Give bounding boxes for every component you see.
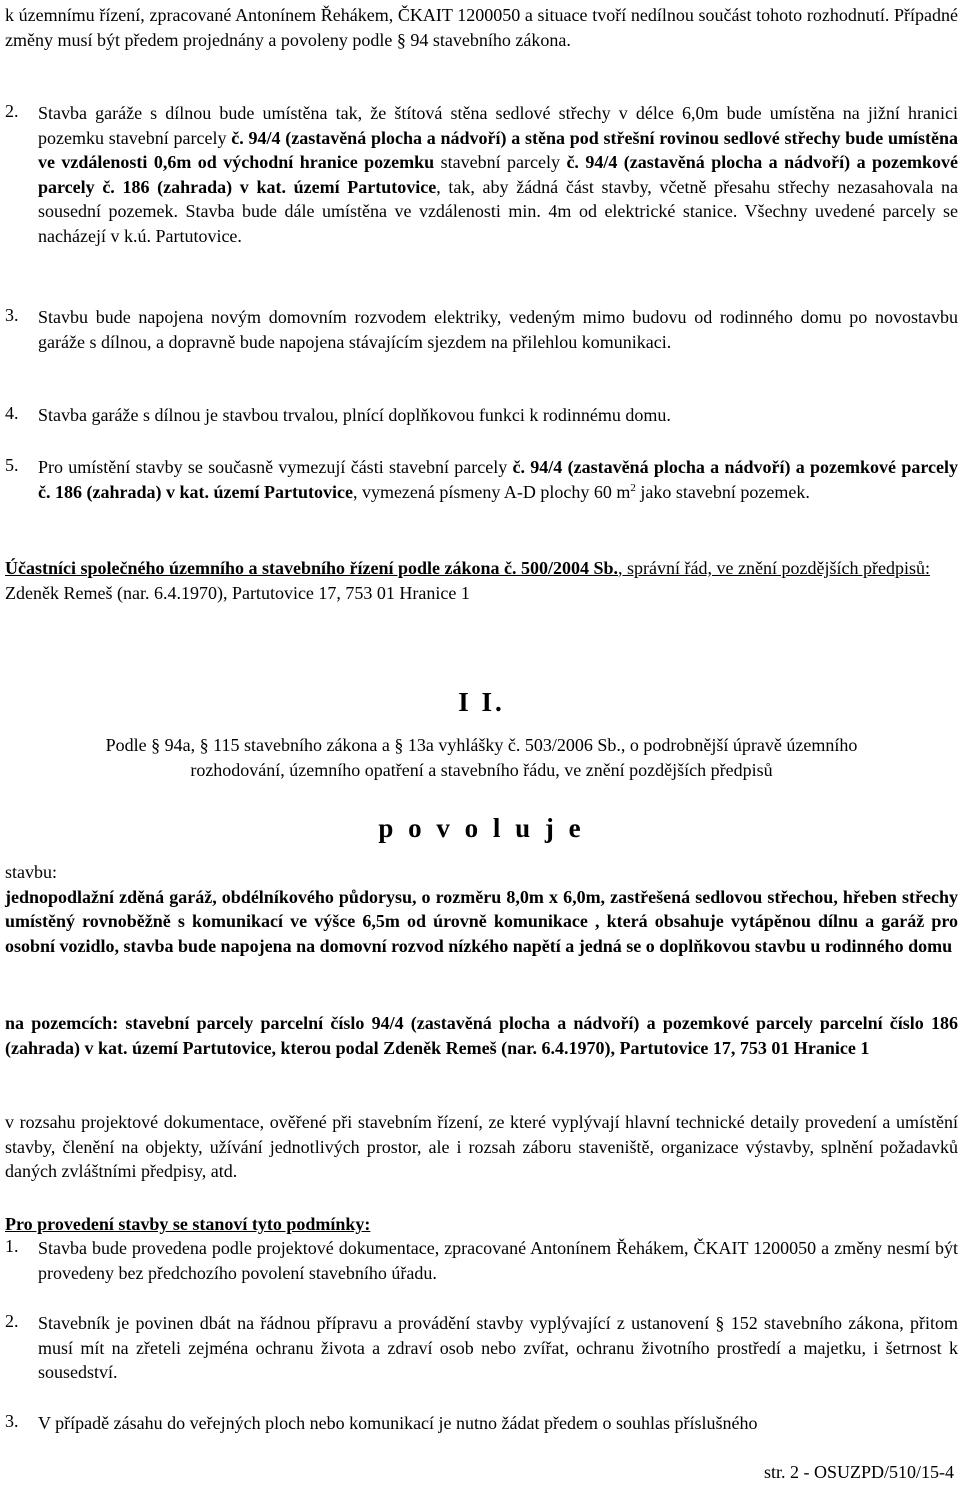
text-run-bold: č. 94/4 (zastavěná plocha a nádvoří) a pozemkové parcely č. 186 (zahrada) v kat. území Partutovice xyxy=(38,457,958,502)
section-roman-numeral: I I. xyxy=(458,687,505,717)
condition-item-3 xyxy=(5,1411,958,1436)
legal-basis xyxy=(5,733,958,782)
paragraph-2 xyxy=(5,101,958,248)
paragraph-intro xyxy=(5,3,958,52)
stavbu-section xyxy=(5,860,958,958)
paragraph-3-text: Stavbu bude napojena novým domovním rozvodem elektriky, vedeným mimo budovu od rodinného domu po novostavbu garáže s dílnou, a dopravně bude napojena stávajícím sjezdem na přilehlou komunikaci. xyxy=(38,307,958,352)
condition-item-2 xyxy=(5,1311,958,1385)
text-run: jako stavební pozemek. xyxy=(635,481,810,502)
conditions-heading xyxy=(5,1212,958,1237)
participants-section xyxy=(5,556,958,605)
legal-basis-text: Podle § 94a, § 115 stavebního zákona a § 13a vyhlášky č. 503/2006 Sb., o podrobnější úpravě územního rozhodování, územního opatření a stavebního řádu, ve znění pozdějších předpisů xyxy=(105,735,858,780)
text-run: , vymezená písmeny A-D plochy 60 m xyxy=(352,481,631,502)
condition-item-1 xyxy=(5,1236,958,1285)
pozemky-text xyxy=(5,1011,958,1060)
participants-heading xyxy=(5,556,958,581)
text-run: stavební parcely xyxy=(434,152,567,172)
paragraph-3 xyxy=(5,305,958,354)
paragraph-4-text: Stavba garáže s dílnou je stavbou trvalou, plnící doplňkovou funkci k rodinnému domu. xyxy=(38,405,671,425)
text-run: Pro umístění stavby se současně vymezují části stavební parcely xyxy=(38,457,513,477)
pozemky-text-bold: na pozemcích: stavební parcely parcelní číslo 94/4 (zastavěná plocha a nádvoří) a pozemkové parcely parcelní číslo 186 (zahrada) v kat. území Partutovice, kterou podal Zdeněk Remeš (nar. 6.4.1970), Partutovice 17, 753 01 Hranice 1 xyxy=(5,1013,958,1058)
paragraph-5 xyxy=(5,455,958,504)
pozemky-section xyxy=(5,1011,958,1060)
paragraph-number: 2. xyxy=(5,101,19,121)
superscript: 2 xyxy=(630,481,636,494)
condition-text: Stavebník je povinen dbát na řádnou přípravu a provádění stavby vyplývající z ustanovení § 152 stavebního zákona, přitom musí mít na zřeteli zejména ochranu života a zdraví osob nebo zvířat, ochranu životního prostředí a majetku, i šetrnost k sousedství. xyxy=(38,1313,958,1382)
condition-text: V případě zásahu do veřejných ploch nebo komunikací je nutno žádat předem o souhlas příslušného xyxy=(38,1413,758,1433)
intro-text: k územnímu řízení, zpracované Antonínem Řehákem, ČKAIT 1200050 a situace tvoří nedílnou součást tohoto rozhodnutí. Případné změny musí být předem projednány a povoleny podle § 94 stavebního zákona. xyxy=(5,5,958,50)
text-run: Stavba garáže s dílnou bude umístěna tak, že štítová stěna sedlové střechy v délce 6,0m bude umístěna na jižní hranici pozemku stavební parcely xyxy=(38,103,958,148)
stavbu-label: stavbu: xyxy=(5,862,57,882)
paragraph-number: 4. xyxy=(5,403,19,423)
stavbu-description-text: jednopodlažní zděná garáž, obdélníkového půdorysu, o rozměru 8,0m x 6,0m, zastřešená sedlovou střechou, hřeben střechy umístěný rovnoběžně s komunikací ve výšce 6,5m od úrovně komunikace , která obsahuje vytápěnou dílnu a garáž pro osobní vozidlo, stavba bude napojena na domovní rozvod nízkého napětí a jedná se o doplňkovou stavbu u rodinného domu xyxy=(5,886,958,956)
stavbu-description xyxy=(5,885,958,959)
participant-line: Zdeněk Remeš (nar. 6.4.1970), Partutovice 17, 753 01 Hranice 1 xyxy=(5,582,470,603)
heading-rest: , správní řád, ve znění pozdějších předpisů: xyxy=(618,558,930,578)
paragraph-4 xyxy=(5,403,958,428)
condition-text: Stavba bude provedena podle projektové dokumentace, zpracované Antonínem Řehákem, ČKAIT 1200050 a změny nesmí být provedeny bez předchozího povolení stavebního úřadu. xyxy=(38,1238,958,1283)
rozsah-text: v rozsahu projektové dokumentace, ověřené při stavebním řízení, ze které vyplývají hlavní technické detaily provedení a umístění stavby, členění na objekty, užívání jednotlivých prostor, ale i rozsah záboru staveniště, organizace výstavby, splnění požadavků daných zvláštními předpisy, atd. xyxy=(5,1112,958,1181)
text-run-bold: č. 94/4 (zastavěná plocha a nádvoří) a pozemkové parcely č. 186 (zahrada) v kat. území Partutovice xyxy=(38,152,958,197)
condition-number: 1. xyxy=(5,1236,19,1256)
condition-number: 3. xyxy=(5,1411,19,1431)
paragraph-number: 5. xyxy=(5,455,19,475)
rozsah-section xyxy=(5,1110,958,1184)
decision-verb: p o v o l u j e xyxy=(378,813,585,843)
page-footer: str. 2 - OSUZPD/510/15-4 xyxy=(763,1462,954,1482)
paragraph-2-text xyxy=(5,101,958,248)
text-run: , tak, aby žádná část stavby, včetně přesahu střechy nezasahovala na sousední pozemek. Stavba bude dále umístěna ve vzdálenosti min. 4m od elektrické stanice. Všechny uvedené parcely se nacházejí v k.ú. Partutovice. xyxy=(38,176,958,246)
text-run-bold: č. 94/4 (zastavěná plocha a nádvoří) a stěna pod střešní rovinou sedlové střechy bude umístěna ve vzdálenosti 0,6m od východní hranice pozemku xyxy=(38,127,958,172)
heading-bold: Účastníci společného územního a stavebního řízení podle zákona č. 500/2004 Sb. xyxy=(5,558,619,578)
paragraph-5-text xyxy=(5,455,958,504)
paragraph-number: 3. xyxy=(5,305,19,325)
conditions-section xyxy=(5,1212,958,1237)
conditions-heading-text: Pro provedení stavby se stanoví tyto podmínky: xyxy=(5,1214,371,1234)
condition-number: 2. xyxy=(5,1311,19,1331)
